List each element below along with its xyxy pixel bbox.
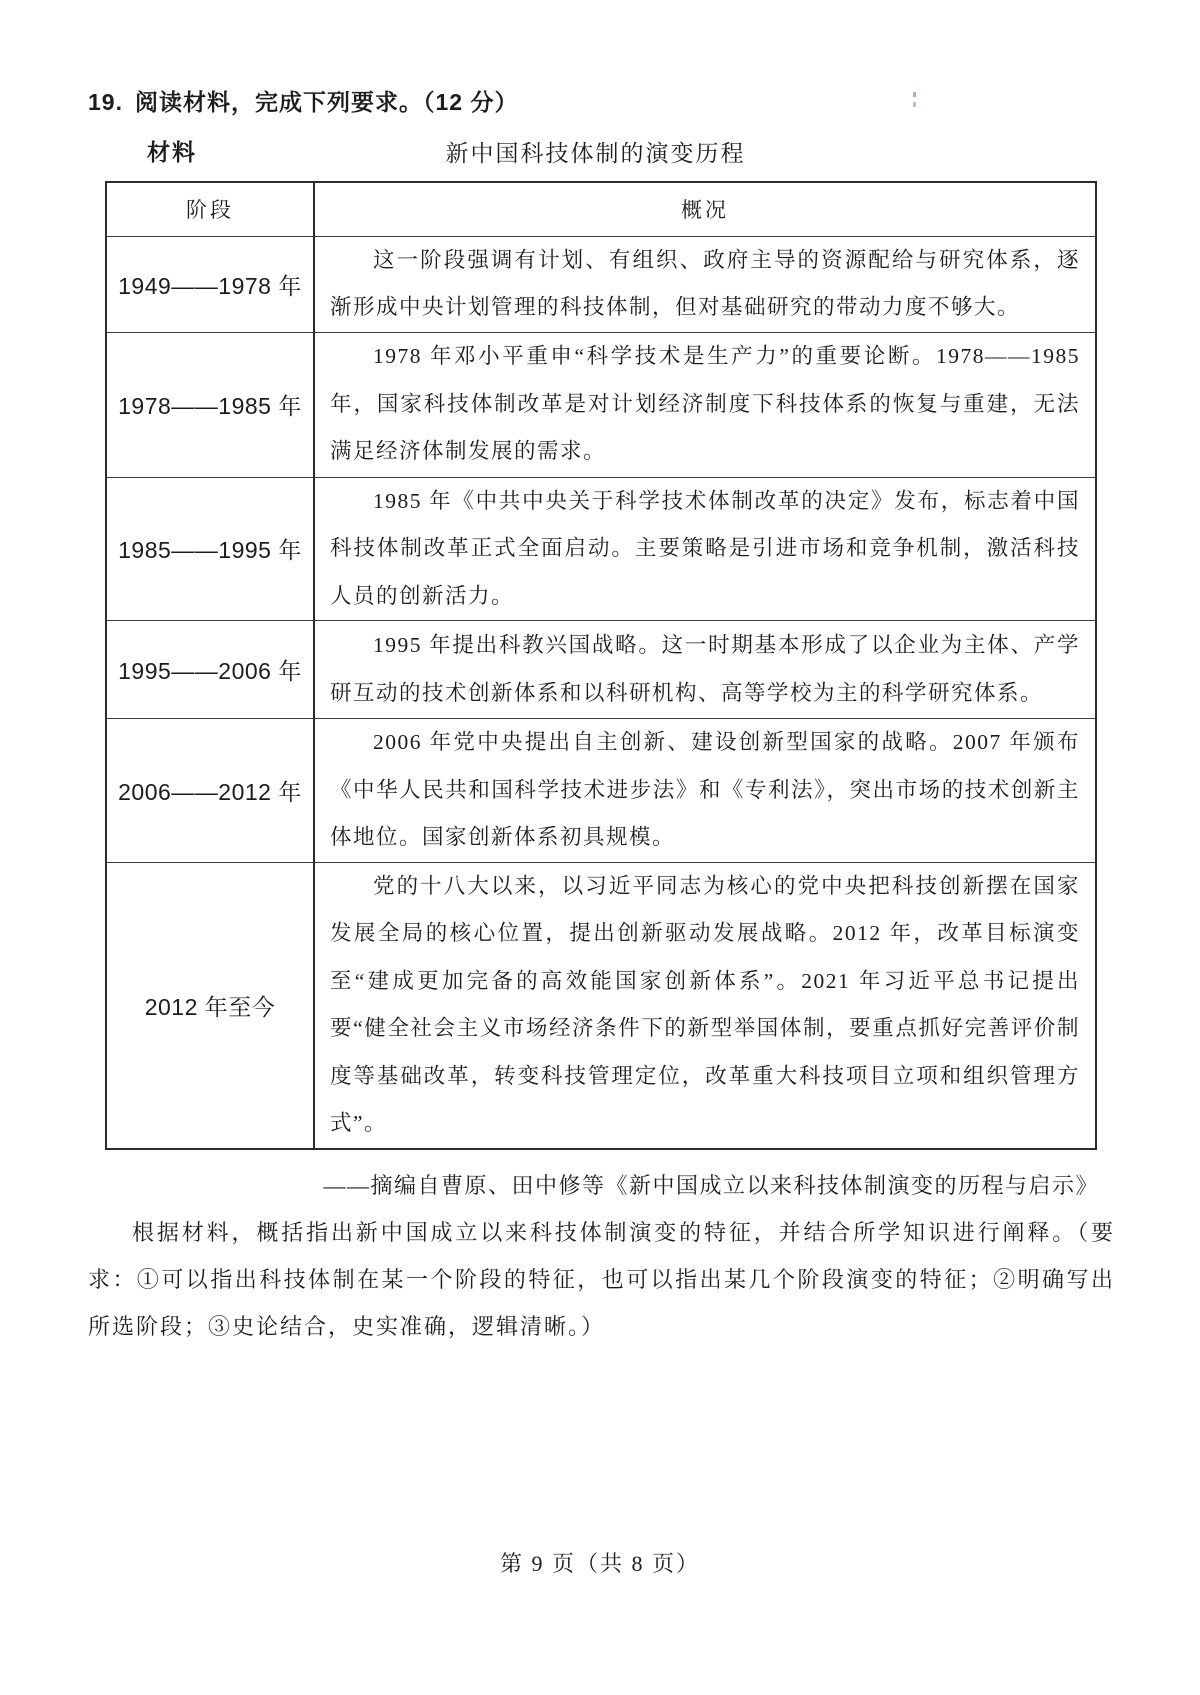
overview-cell [314, 477, 1096, 621]
overview-cell [314, 621, 1096, 719]
overview-cell [314, 236, 1096, 332]
stage-cell: 2006——2012 年 [106, 719, 314, 863]
overview-cell [314, 719, 1096, 863]
overview-cell [314, 862, 1096, 1149]
material-title-row [88, 134, 1115, 168]
overview-text: 这一阶段强调有计划、有组织、政府主导的资源配给与研究体系，逐渐形成中央计划管理的科技体制，但对基础研究的带动力度不够大。 [330, 247, 1080, 319]
table-row [106, 862, 1096, 1149]
table-row [106, 719, 1096, 863]
sci-tech-evolution-table [105, 181, 1097, 1150]
table-row [106, 236, 1096, 332]
table-row [106, 621, 1096, 719]
material-label: 材料 [147, 139, 197, 165]
stage-cell: 1949——1978 年 [106, 236, 314, 332]
question-requirements: 根据材料，概括指出新中国成立以来科技体制演变的特征，并结合所学知识进行阐释。（要求：①可以指出科技体制在某一个阶段的特征，也可以指出某几个阶段演变的特征；②明确写出所选阶段；③史论结合，史实准确，逻辑清晰。） [88, 1219, 1115, 1339]
stage-cell: 1985——1995 年 [106, 477, 314, 621]
overview-text: 1985 年《中共中央关于科学技术体制改革的决定》发布，标志着中国科技体制改革正式全面启动。主要策略是引进市场和竞争机制，激活科技人员的创新活力。 [330, 488, 1080, 608]
table-row [106, 332, 1096, 477]
overview-text: 1995 年提出科教兴国战略。这一时期基本形成了以企业为主体、产学研互动的技术创新体系和以科研机构、高等学校为主的科学研究体系。 [330, 633, 1080, 705]
page-footer: 第 9 页（共 8 页） [499, 1551, 700, 1576]
question-number: 19. [88, 89, 123, 115]
question-header [88, 86, 1115, 118]
stage-cell: 1995——2006 年 [106, 621, 314, 719]
overview-text: 2006 年党中央提出自主创新、建设创新型国家的战略。2007 年颁布《中华人民共和国科学技术进步法》和《专利法》，突出市场的技术创新主体地位。国家创新体系初具规模。 [330, 730, 1080, 849]
scan-speck-artifact [913, 92, 916, 97]
source-attribution: ——摘编自曹原、田中修等《新中国成立以来科技体制演变的历程与启示》 [323, 1172, 1099, 1198]
column-header-overview: 概况 [314, 182, 1096, 236]
table-header-row [106, 182, 1096, 236]
overview-cell [314, 332, 1096, 477]
stage-cell: 1978——1985 年 [106, 332, 314, 477]
table-title: 新中国科技体制的演变历程 [445, 141, 746, 166]
column-header-stage: 阶段 [106, 182, 314, 236]
question-instruction: 阅读材料，完成下列要求。（12 分） [134, 89, 519, 115]
table-row [106, 477, 1096, 621]
overview-text: 1978 年邓小平重申“科学技术是生产力”的重要论断。1978——1985 年，国家科技体制改革是对计划经济制度下科技体系的恢复与重建，无法满足经济体制发展的需求。 [330, 344, 1080, 464]
stage-cell: 2012 年至今 [106, 862, 314, 1149]
overview-text: 党的十八大以来，以习近平同志为核心的党中央把科技创新摆在国家发展全局的核心位置，提出创新驱动发展战略。2012 年，改革目标演变至“建成更加完备的高效能国家创新体系”。2021 年习近平总书记提出要“健全社会主义市场经济条件下的新型举国体制，要重点抓好完善评价制度等基础改革，转变科技管理定位，改革重大科技项目立项和组织管理方式”。 [330, 873, 1080, 1135]
